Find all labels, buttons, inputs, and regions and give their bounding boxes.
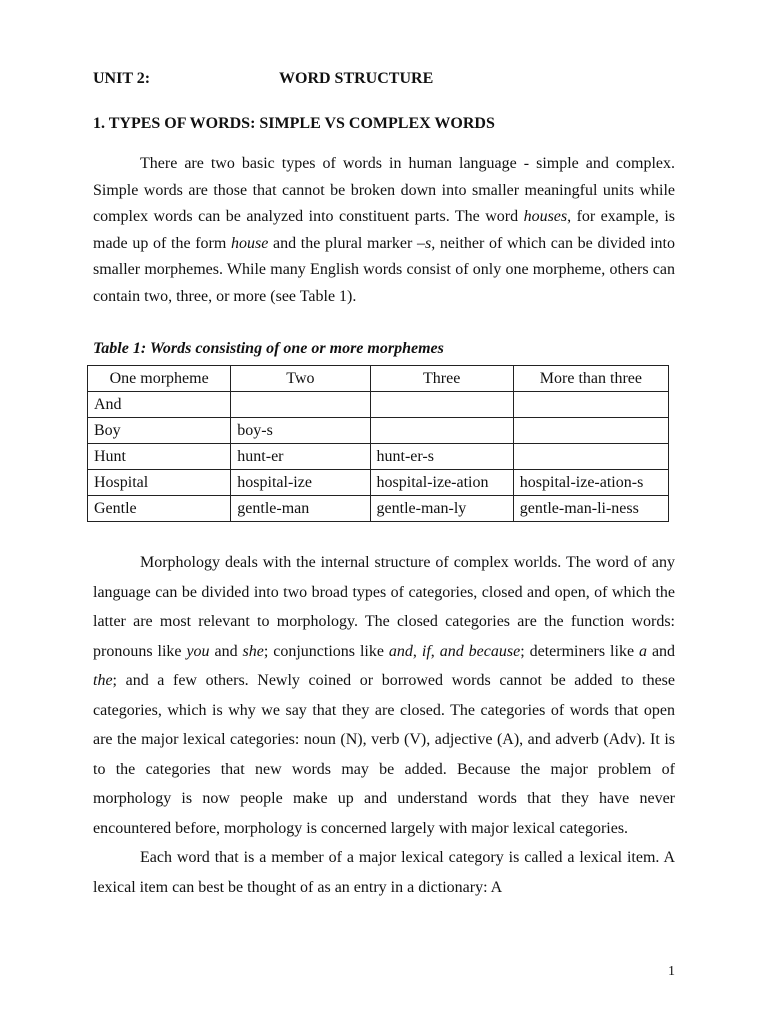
table-cell: hospital-ize xyxy=(231,470,370,496)
table-cell xyxy=(370,392,513,418)
section-heading: 1. TYPES OF WORDS: SIMPLE VS COMPLEX WORDS xyxy=(93,115,495,132)
table-row xyxy=(88,418,669,444)
morphology-paragraph: Morphology deals with the internal structure of complex worlds. The word of any language can be divided into two broad types of categories, closed and open, of which the latter are most relevant to morphology. The closed categories are the function words: pronouns like you and she; conjunctions like and, if, and because; determiners like a and the; and a few others. Newly coined or borrowed words cannot be added to these categories, which is why we say that they are closed. The categories of words that open are the major lexical categories: noun (N), verb (V), adjective (A), and adverb (Adv). It is to the categories that new words may be added. Because the major problem of morphology is now people make up and understand words that they have never encountered before, morphology is concerned largely with major lexical categories. xyxy=(93,554,676,837)
table-row xyxy=(88,470,669,496)
intro-paragraph: There are two basic types of words in human language - simple and complex. Simple words are those that cannot be broken down into smaller meaningful units while complex words can be analyzed into constituent parts. The word houses, for example, is made up of the form house and the plural marker –s, neither of which can be divided into smaller morphemes. While many English words consist of only one morpheme, others can contain two, three, or more (see Table 1). xyxy=(93,155,676,305)
unit-name: WORD STRUCTURE xyxy=(279,70,434,87)
table-cell: gentle-man-li-ness xyxy=(513,496,668,522)
lexical-item-paragraph: Each word that is a member of a major lexical category is called a lexical item. A lexical item can best be thought of as an entry in a dictionary: A xyxy=(93,849,675,896)
table-cell xyxy=(513,418,668,444)
table-cell: Boy xyxy=(88,418,231,444)
morpheme-table xyxy=(87,365,669,522)
table-row xyxy=(88,496,669,522)
table-cell: gentle-man xyxy=(231,496,370,522)
column-header: One morpheme xyxy=(88,366,231,392)
table-row xyxy=(88,444,669,470)
column-header: More than three xyxy=(513,366,668,392)
column-header: Three xyxy=(370,366,513,392)
table-cell: hunt-er xyxy=(231,444,370,470)
table-cell: And xyxy=(88,392,231,418)
emphasis-houses: houses xyxy=(523,208,568,225)
table-cell: boy-s xyxy=(231,418,370,444)
page-number: 1 xyxy=(668,964,675,979)
body-paragraphs xyxy=(93,548,675,902)
emphasis-house: house xyxy=(231,234,269,252)
table-cell: hunt-er-s xyxy=(370,444,513,470)
unit-label: UNIT 2: xyxy=(93,70,151,87)
column-header: Two xyxy=(231,366,370,392)
table-cell xyxy=(370,418,513,444)
table-cell: gentle-man-ly xyxy=(370,496,513,522)
table-cell: hospital-ize-ation-s xyxy=(513,470,668,496)
emphasis-s: s xyxy=(425,234,432,252)
table-cell: Hunt xyxy=(88,444,231,470)
table-cell xyxy=(231,392,370,418)
table-cell xyxy=(513,444,668,470)
table-cell xyxy=(513,392,668,418)
table-cell: Hospital xyxy=(88,470,231,496)
table-cell: hospital-ize-ation xyxy=(370,470,513,496)
table-header-row xyxy=(88,366,669,392)
table-row xyxy=(88,392,669,418)
table-caption: Table 1: Words consisting of one or more morphemes xyxy=(93,340,444,357)
table-cell: Gentle xyxy=(88,496,231,522)
unit-title xyxy=(93,70,433,88)
